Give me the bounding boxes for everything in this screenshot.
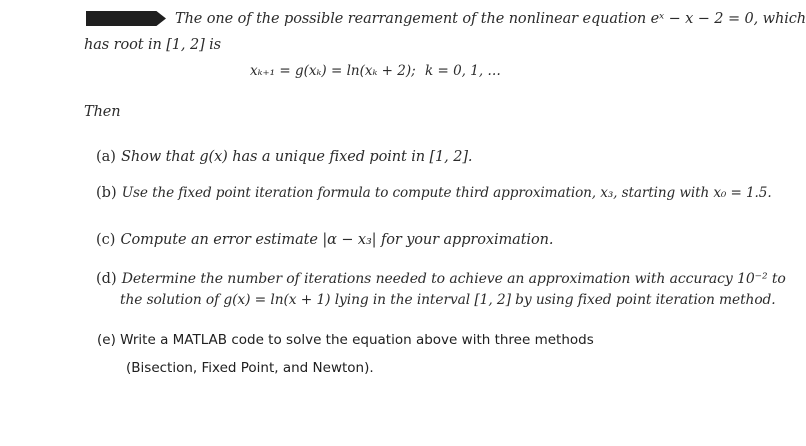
question-tag: (e) xyxy=(97,332,116,348)
question-text: Determine the number of iterations needed to achieve an approximation with accuracy 10⁻² to xyxy=(121,271,786,287)
index-range: k = 0, 1, … xyxy=(425,63,501,79)
question-d-continuation: the solution of g(x) = ln(x + 1) lying in the interval [1, 2] by using fixed point iteration method. xyxy=(120,292,776,308)
question-text: Show that g(x) has a unique fixed point in [1, 2]. xyxy=(121,149,473,165)
question-tag: (a) xyxy=(96,149,116,165)
iteration-formula: xₖ₊₁ = g(xₖ) = ln(xₖ + 2); xyxy=(250,63,416,79)
question-text: Compute an error estimate |α − x₃| for your approximation. xyxy=(120,232,554,248)
question-tag: (b) xyxy=(96,185,117,201)
then-label: Then xyxy=(84,104,121,120)
question-c xyxy=(96,229,553,248)
question-text: Write a MATLAB code to solve the equation above with three methods xyxy=(120,332,594,348)
question-e-continuation: (Bisection, Fixed Point, and Newton). xyxy=(126,360,374,376)
question-d xyxy=(96,268,786,287)
redaction-mark xyxy=(86,11,166,26)
question-a xyxy=(96,146,472,165)
intro-line-2: has root in [1, 2] is xyxy=(84,37,222,53)
question-b xyxy=(96,182,772,201)
question-text: Use the fixed point iteration formula to compute third approximation, x₃, starting with x₀ = 1.5. xyxy=(121,185,772,201)
intro-line-1: The one of the possible rearrangement of the nonlinear equation eˣ − x − 2 = 0, which xyxy=(175,11,806,27)
question-e xyxy=(97,332,594,348)
question-tag: (c) xyxy=(96,232,116,248)
question-tag: (d) xyxy=(96,271,117,287)
